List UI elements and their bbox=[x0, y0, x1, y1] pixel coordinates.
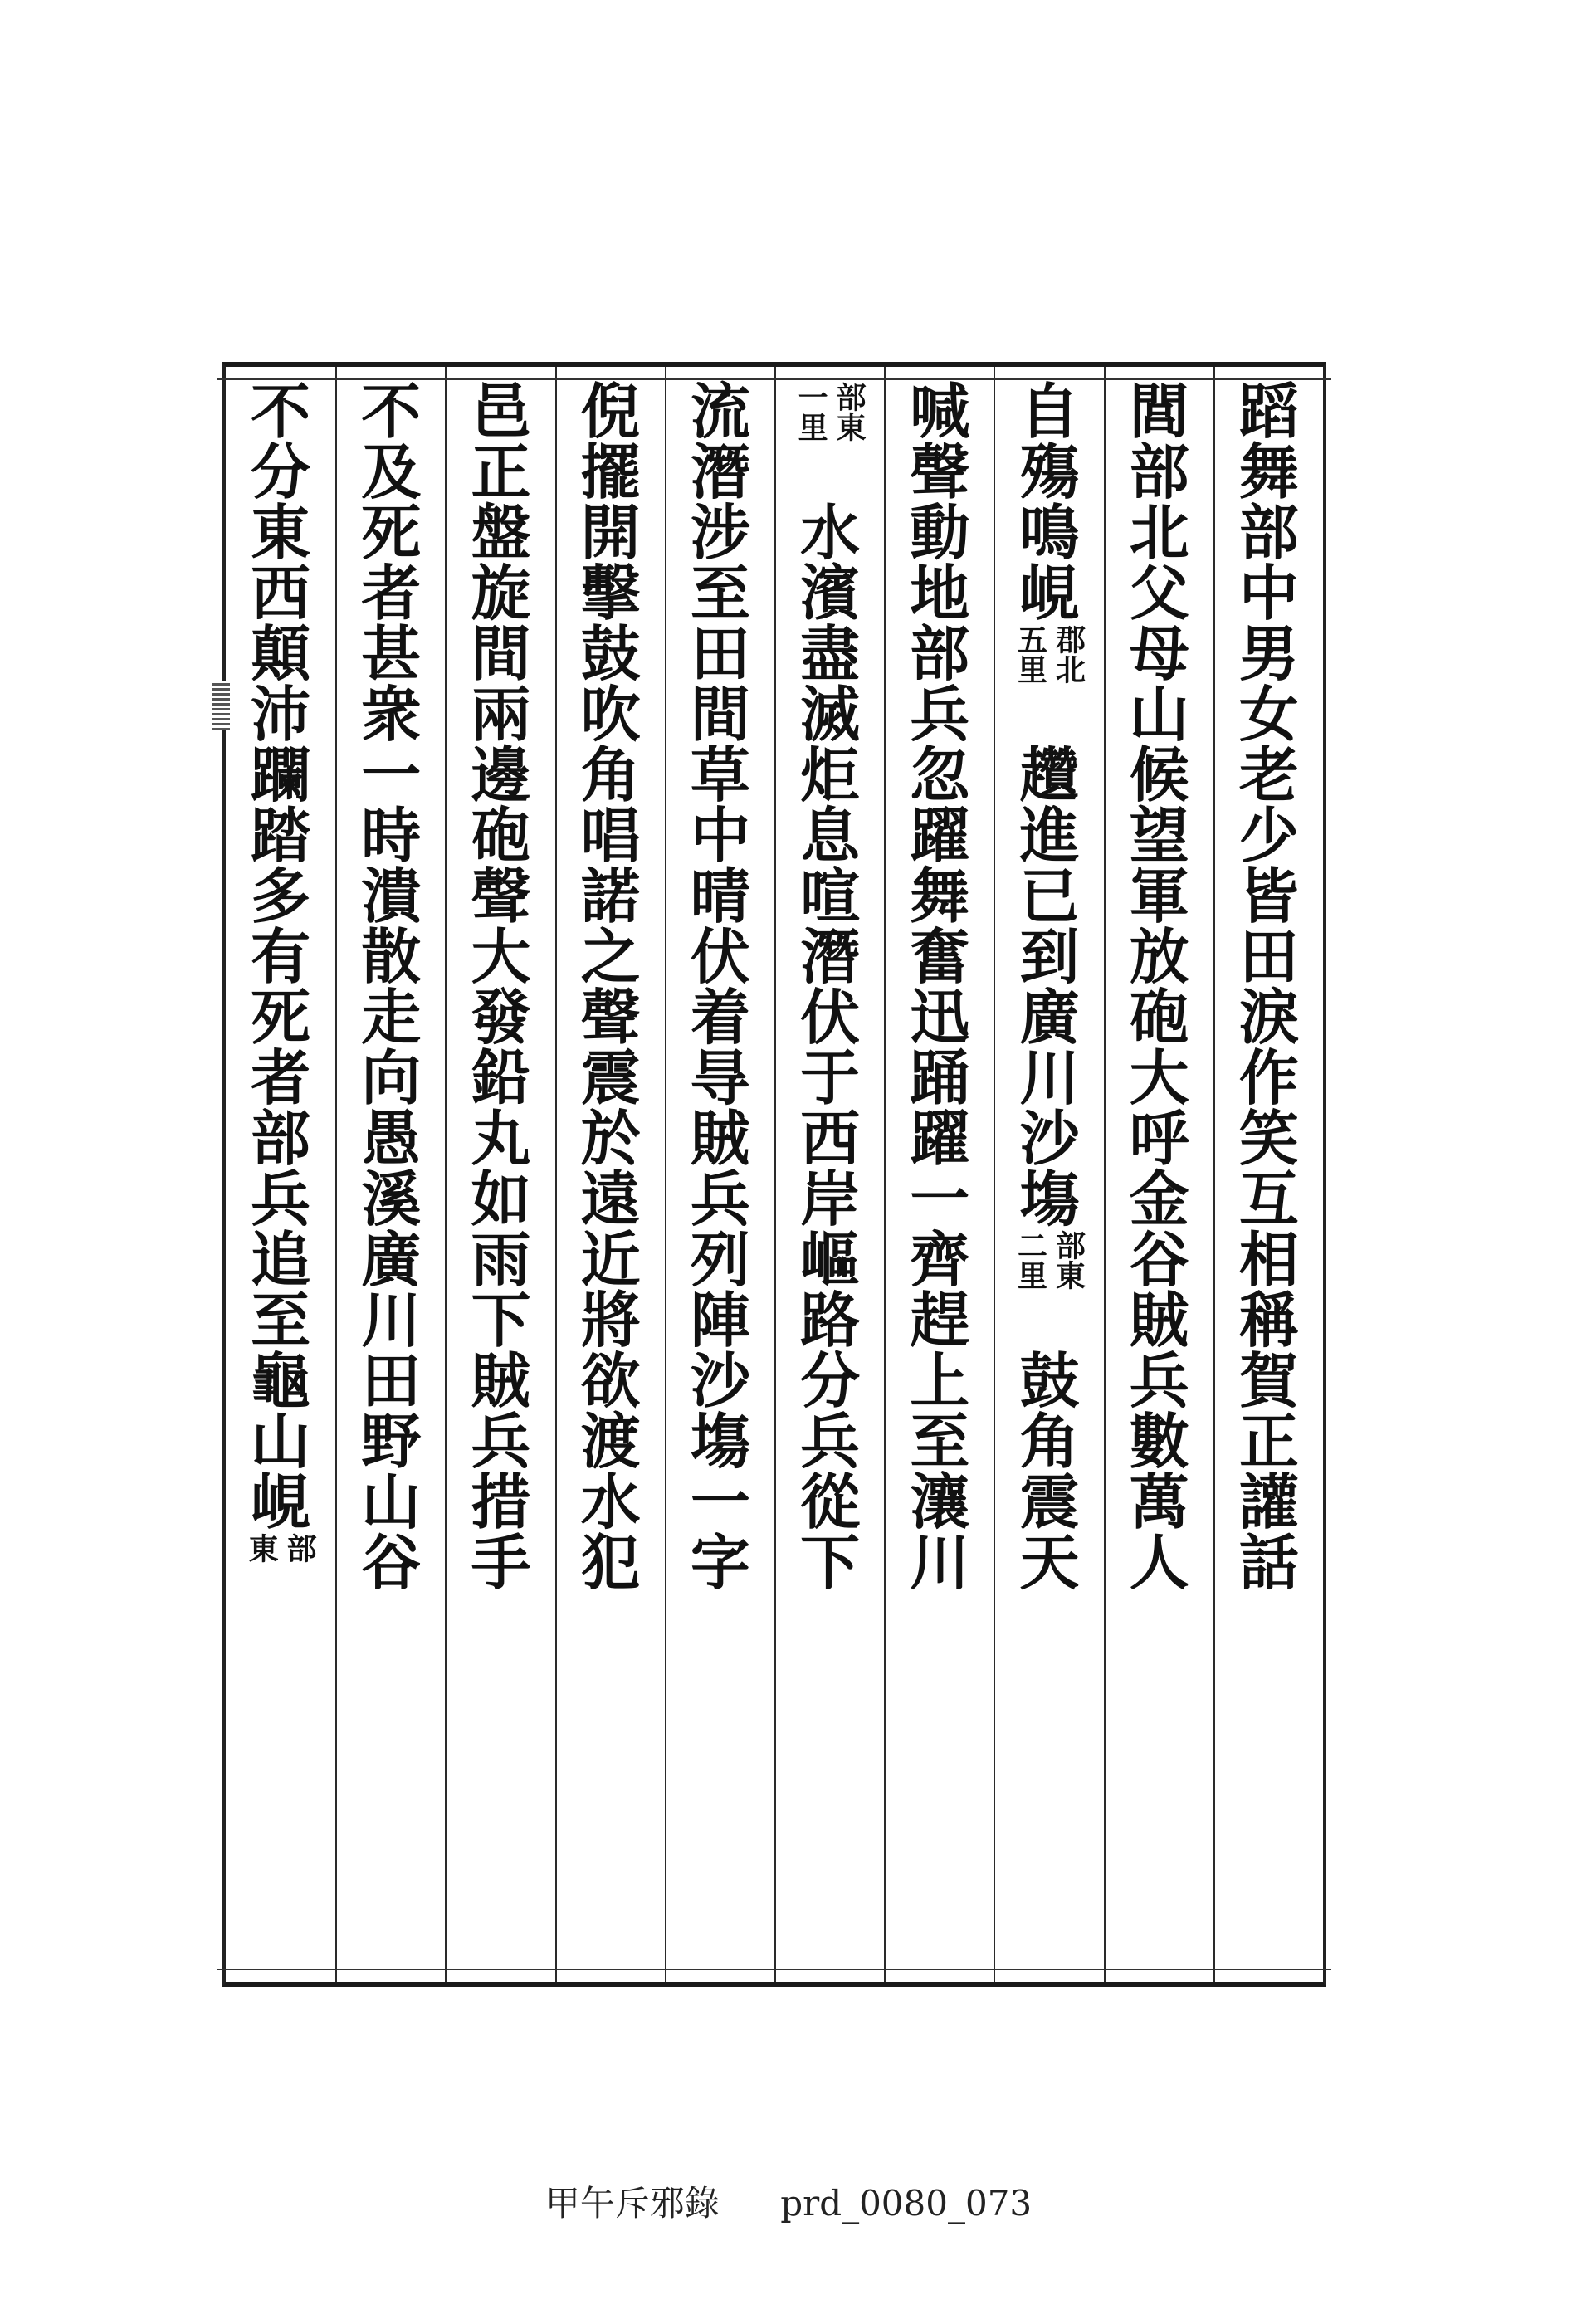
character: 有 bbox=[251, 921, 311, 992]
character: 草 bbox=[690, 740, 750, 810]
character: 至 bbox=[910, 1406, 970, 1477]
character: 伏 bbox=[800, 982, 861, 1052]
character: 老 bbox=[1238, 740, 1299, 810]
character: 遠 bbox=[580, 1164, 641, 1234]
character: 諾 bbox=[580, 861, 641, 931]
character: 者 bbox=[361, 558, 422, 628]
character: 賊 bbox=[1129, 1285, 1189, 1355]
character: 渡 bbox=[580, 1406, 641, 1477]
character: 喊 bbox=[910, 376, 970, 447]
character: 西 bbox=[800, 1103, 861, 1174]
character: 鳴 bbox=[1019, 497, 1080, 568]
character: 蹈 bbox=[1238, 376, 1299, 447]
character: 如 bbox=[471, 1164, 531, 1234]
character: 望 bbox=[1129, 800, 1189, 871]
character: 沙 bbox=[690, 1345, 750, 1416]
character: 男 bbox=[1238, 618, 1299, 689]
character: 間 bbox=[471, 618, 531, 689]
character: 地 bbox=[910, 558, 970, 628]
character: 舞 bbox=[1238, 437, 1299, 507]
text-column bbox=[555, 367, 665, 1982]
character: 下 bbox=[471, 1285, 531, 1355]
note-line: 二里 bbox=[1013, 1230, 1048, 1290]
character: 山 bbox=[361, 1467, 422, 1537]
note-line: 五里 bbox=[1013, 624, 1048, 684]
character: 上 bbox=[910, 1345, 970, 1416]
character: 天 bbox=[1019, 1527, 1080, 1598]
character: 賊 bbox=[471, 1345, 531, 1416]
character: 潛 bbox=[800, 921, 861, 992]
character: 字 bbox=[690, 1527, 750, 1598]
character: 讙 bbox=[1238, 1467, 1299, 1537]
character: 開 bbox=[580, 497, 641, 568]
character: 欲 bbox=[580, 1345, 641, 1416]
character: 於 bbox=[580, 1103, 641, 1174]
character: 㝵 bbox=[690, 1042, 750, 1113]
character: 到 bbox=[1019, 921, 1080, 992]
character: 川 bbox=[361, 1285, 422, 1355]
character: 一 bbox=[690, 1467, 750, 1537]
character: 兩 bbox=[471, 679, 531, 749]
character: 山 bbox=[251, 1406, 311, 1477]
character: 丸 bbox=[471, 1103, 531, 1174]
character: 分 bbox=[800, 1345, 861, 1416]
text-block-frame bbox=[222, 362, 1326, 1987]
character: 聲 bbox=[910, 437, 970, 507]
character: 着 bbox=[690, 982, 750, 1052]
text-column bbox=[774, 367, 884, 1982]
character: 者 bbox=[251, 1042, 311, 1113]
page-footer bbox=[0, 2176, 1577, 2226]
character: 中 bbox=[690, 800, 750, 871]
character: 東 bbox=[251, 497, 311, 568]
character: 中 bbox=[1238, 558, 1299, 628]
character: 數 bbox=[1129, 1406, 1189, 1477]
character: 砲 bbox=[1129, 982, 1189, 1052]
character: 峴 bbox=[1019, 558, 1080, 628]
character: 雨 bbox=[471, 1224, 531, 1295]
character: 兵 bbox=[800, 1406, 861, 1477]
note-line: 部東 bbox=[1051, 1230, 1086, 1290]
character: 旋 bbox=[471, 558, 531, 628]
character: 躝 bbox=[251, 740, 311, 810]
character: 賊 bbox=[690, 1103, 750, 1174]
character: 峴 bbox=[251, 1467, 311, 1537]
character: 已 bbox=[1019, 861, 1080, 931]
character: 鼓 bbox=[580, 618, 641, 689]
character: 追 bbox=[251, 1224, 311, 1295]
character: 人 bbox=[1129, 1527, 1189, 1598]
character: 時 bbox=[361, 800, 422, 871]
character: 稱 bbox=[1238, 1285, 1299, 1355]
character: 至 bbox=[251, 1285, 311, 1355]
character: 多 bbox=[251, 861, 311, 931]
character: 陣 bbox=[690, 1285, 750, 1355]
character: 笑 bbox=[1238, 1103, 1299, 1174]
character: 兵 bbox=[1129, 1345, 1189, 1416]
character: 死 bbox=[361, 497, 422, 568]
character: 下 bbox=[800, 1527, 861, 1598]
character: 吹 bbox=[580, 679, 641, 749]
character: 流 bbox=[690, 376, 750, 447]
character: 濱 bbox=[800, 558, 861, 628]
interlinear-note bbox=[245, 1533, 316, 1654]
character: 喧 bbox=[800, 861, 861, 931]
character: 趕 bbox=[910, 1285, 970, 1355]
character: 大 bbox=[471, 921, 531, 992]
character: 倪 bbox=[580, 376, 641, 447]
character: 聲 bbox=[580, 982, 641, 1052]
character: 正 bbox=[1238, 1406, 1299, 1477]
character: 不 bbox=[251, 376, 311, 447]
fold-margin-mark bbox=[212, 681, 230, 730]
character: 水 bbox=[580, 1467, 641, 1537]
character: 聲 bbox=[471, 861, 531, 931]
character: 晴 bbox=[690, 861, 750, 931]
character: 川 bbox=[910, 1527, 970, 1598]
character: 部 bbox=[1238, 497, 1299, 568]
interlinear-note bbox=[1013, 624, 1085, 745]
character: 田 bbox=[361, 1345, 422, 1416]
character: 相 bbox=[1238, 1224, 1299, 1295]
character: 母 bbox=[1129, 618, 1189, 689]
character: 部 bbox=[1129, 437, 1189, 507]
character: 不 bbox=[361, 376, 422, 447]
character: 踏 bbox=[251, 800, 311, 871]
character: 川 bbox=[1019, 1042, 1080, 1113]
character: 兵 bbox=[251, 1164, 311, 1234]
character: 擊 bbox=[580, 558, 641, 628]
character: 迅 bbox=[910, 982, 970, 1052]
character: 震 bbox=[580, 1042, 641, 1113]
text-column bbox=[445, 367, 554, 1982]
character: 西 bbox=[251, 558, 311, 628]
character: 顛 bbox=[251, 618, 311, 689]
character: 近 bbox=[580, 1224, 641, 1295]
text-column bbox=[1213, 367, 1323, 1982]
note-line: 郡北 bbox=[1051, 624, 1086, 684]
character: 鼓 bbox=[1019, 1345, 1080, 1416]
note-line: 東 bbox=[244, 1533, 280, 1563]
character: 塲 bbox=[690, 1406, 750, 1477]
character: 沙 bbox=[1019, 1103, 1080, 1174]
text-column bbox=[994, 367, 1103, 1982]
text-column bbox=[226, 367, 335, 1982]
character: 盤 bbox=[471, 497, 531, 568]
character: 向 bbox=[361, 1042, 422, 1113]
character: 衆 bbox=[361, 679, 422, 749]
character: 從 bbox=[800, 1467, 861, 1537]
text-column bbox=[335, 367, 445, 1982]
character: 發 bbox=[471, 982, 531, 1052]
character: 角 bbox=[1019, 1406, 1080, 1477]
character: 淚 bbox=[1238, 982, 1299, 1052]
character: 一 bbox=[361, 740, 422, 810]
character: 角 bbox=[580, 740, 641, 810]
character: 兵 bbox=[471, 1406, 531, 1477]
character: 龜 bbox=[251, 1345, 311, 1416]
character: 兵 bbox=[910, 679, 970, 749]
character: 進 bbox=[1019, 800, 1080, 871]
character: 皆 bbox=[1238, 861, 1299, 931]
character: 谷 bbox=[361, 1527, 422, 1598]
character: 溪 bbox=[361, 1164, 422, 1234]
character: 候 bbox=[1129, 740, 1189, 810]
character: 田 bbox=[690, 618, 750, 689]
character: 甚 bbox=[361, 618, 422, 689]
character: 水 bbox=[800, 497, 861, 568]
character: 賀 bbox=[1238, 1345, 1299, 1416]
character: 互 bbox=[1238, 1164, 1299, 1234]
character: 一 bbox=[910, 1164, 970, 1234]
character: 邑 bbox=[471, 376, 531, 447]
character: 趲 bbox=[1019, 740, 1080, 810]
character: 唱 bbox=[580, 800, 641, 871]
character: 谷 bbox=[1129, 1224, 1189, 1295]
character: 及 bbox=[361, 437, 422, 507]
page-identifier: prd_0080_073 bbox=[780, 2183, 1033, 2224]
character: 作 bbox=[1238, 1042, 1299, 1113]
character: 滅 bbox=[800, 679, 861, 749]
character: 至 bbox=[690, 558, 750, 628]
character: 閭 bbox=[1129, 376, 1189, 447]
character: 嶇 bbox=[800, 1224, 861, 1295]
character: 話 bbox=[1238, 1527, 1299, 1598]
character: 死 bbox=[251, 982, 311, 1052]
character: 犯 bbox=[580, 1527, 641, 1598]
character: 舞 bbox=[910, 861, 970, 931]
character: 動 bbox=[910, 497, 970, 568]
character: 措 bbox=[471, 1467, 531, 1537]
character: 踊 bbox=[910, 1042, 970, 1113]
character: 大 bbox=[1129, 1042, 1189, 1113]
character: 正 bbox=[471, 437, 531, 507]
interlinear-note bbox=[1013, 1230, 1085, 1351]
note-line: 部 bbox=[282, 1533, 318, 1563]
character: 殤 bbox=[1019, 437, 1080, 507]
character: 自 bbox=[1019, 376, 1080, 447]
character: 愚 bbox=[361, 1103, 422, 1174]
character: 躍 bbox=[910, 1103, 970, 1174]
character: 走 bbox=[361, 982, 422, 1052]
character: 廣 bbox=[1019, 982, 1080, 1052]
character: 金 bbox=[1129, 1164, 1189, 1234]
character: 躍 bbox=[910, 800, 970, 871]
book-title: 甲午斥邪錄 bbox=[544, 2183, 720, 2224]
character: 女 bbox=[1238, 679, 1299, 749]
text-column bbox=[665, 367, 774, 1982]
character: 將 bbox=[580, 1285, 641, 1355]
text-column bbox=[1104, 367, 1213, 1982]
note-line: 一里 bbox=[793, 382, 829, 442]
character: 擺 bbox=[580, 437, 641, 507]
character: 邊 bbox=[471, 740, 531, 810]
character: 部 bbox=[910, 618, 970, 689]
character: 沛 bbox=[251, 679, 311, 749]
character: 手 bbox=[471, 1527, 531, 1598]
character: 伏 bbox=[690, 921, 750, 992]
character: 呼 bbox=[1129, 1103, 1189, 1174]
note-line: 部東 bbox=[832, 382, 867, 442]
character: 忽 bbox=[910, 740, 970, 810]
text-column bbox=[884, 367, 994, 1982]
character: 涉 bbox=[690, 497, 750, 568]
character: 潰 bbox=[361, 861, 422, 931]
character: 炬 bbox=[800, 740, 861, 810]
character: 父 bbox=[1129, 558, 1189, 628]
character: 萬 bbox=[1129, 1467, 1189, 1537]
character: 分 bbox=[251, 437, 311, 507]
character: 盡 bbox=[800, 618, 861, 689]
character: 田 bbox=[1238, 921, 1299, 992]
character: 北 bbox=[1129, 497, 1189, 568]
character: 塲 bbox=[1019, 1164, 1080, 1234]
character: 間 bbox=[690, 679, 750, 749]
character: 鉛 bbox=[471, 1042, 531, 1113]
character: 路 bbox=[800, 1285, 861, 1355]
character: 之 bbox=[580, 921, 641, 992]
character: 少 bbox=[1238, 800, 1299, 871]
character: 于 bbox=[800, 1042, 861, 1113]
character: 放 bbox=[1129, 921, 1189, 992]
character: 潛 bbox=[690, 437, 750, 507]
character: 列 bbox=[690, 1224, 750, 1295]
character: 奮 bbox=[910, 921, 970, 992]
character: 軍 bbox=[1129, 861, 1189, 931]
character: 息 bbox=[800, 800, 861, 871]
character: 散 bbox=[361, 921, 422, 992]
character: 山 bbox=[1129, 679, 1189, 749]
character: 砲 bbox=[471, 800, 531, 871]
character: 廣 bbox=[361, 1224, 422, 1295]
character: 震 bbox=[1019, 1467, 1080, 1537]
character: 兵 bbox=[690, 1164, 750, 1234]
character: 野 bbox=[361, 1406, 422, 1477]
character: 齊 bbox=[910, 1224, 970, 1295]
interlinear-note bbox=[794, 382, 866, 503]
character: 岸 bbox=[800, 1164, 861, 1234]
character: 部 bbox=[251, 1103, 311, 1174]
character: 瀼 bbox=[910, 1467, 970, 1537]
